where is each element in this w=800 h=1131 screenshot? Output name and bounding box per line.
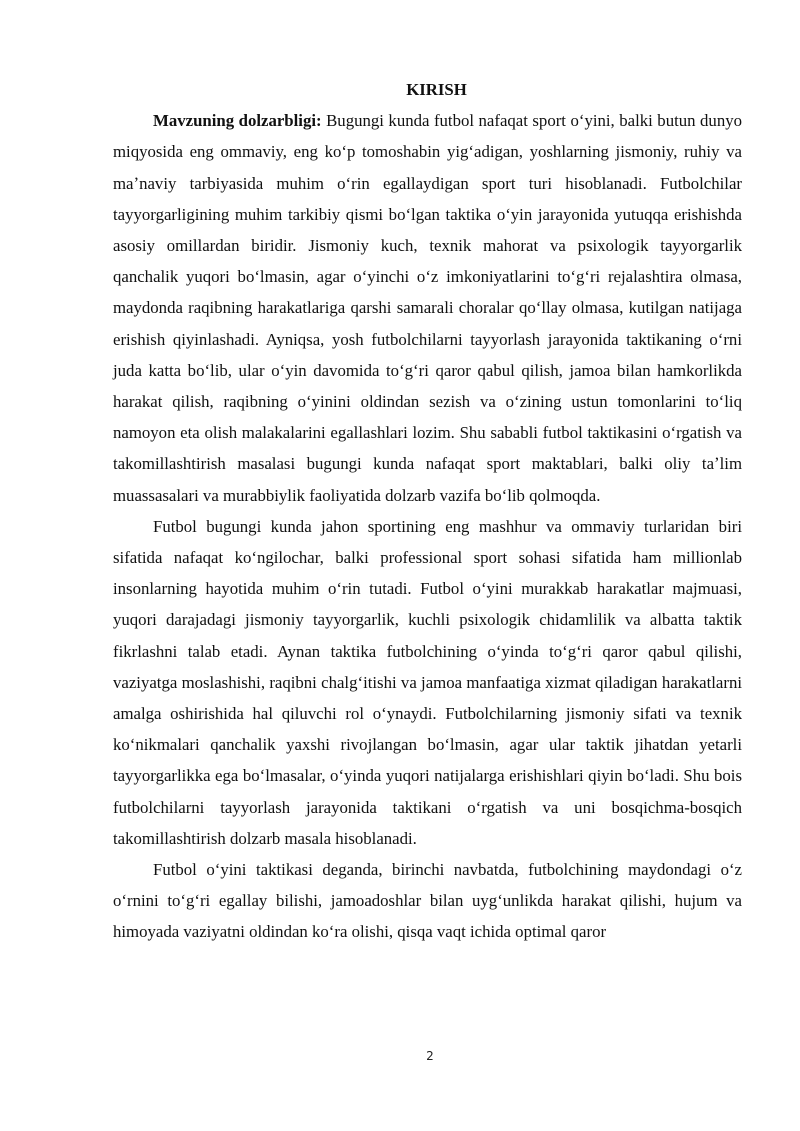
- paragraph-football-overview: [113, 511, 742, 854]
- document-body: [113, 74, 742, 948]
- paragraph-text: Futbol bugungi kunda jahon sportining eng mashhur va ommaviy turlaridan biri sifatida nafaqat koʻngilochar, balki professional sport sohasi sifatida ham millionlab insonlarning hayotida muhim oʻrin tutadi. Futbol oʻyini murakkab harakatlar majmuasi, yuqori darajadagi jismoniy tayyorgarlik, kuchli psixologik chidamlilik va albatta taktik fikrlashni talab etadi. Aynan taktika futbolchining oʻyinda toʻgʻri qaror qabul qilishi, vaziyatga moslashishi, raqibni chalgʻitishi va jamoa manfaatiga xizmat qiladigan harakatlarni amalga oshirishida hal qiluvchi rol oʻynaydi. Futbolchilarning jismoniy sifati va texnik koʻnikmalari qanchalik yaxshi rivojlangan boʻlmasin, agar ular taktik jihatdan yetarli tayyorgarlikka ega boʻlmasalar, oʻyinda yuqori natijalarga erishishlari qiyin boʻladi. Shu bois futbolchilarni tayyorlash jarayonida taktikani oʻrgatish va uni bosqichma-bosqich takomillashtirish dolzarb masala hisoblanadi.: [113, 516, 742, 848]
- section-heading: KIRISH: [406, 80, 467, 99]
- paragraph-relevance: [113, 105, 742, 511]
- paragraph-text: Bugungi kunda futbol nafaqat sport oʻyini, balki butun dunyo miqyosida eng ommaviy, eng koʻp tomoshabin yigʻadigan, yoshlarning jismoniy, ruhiy va maʼnaviy tarbiyasida muhim oʻrin egallaydigan sport turi hisoblanadi. Futbolchilar tayyorgarligining muhim tarkibiy qismi boʻlgan taktika oʻyin jarayonida yutuqqa erishishda asosiy omillardan biridir. Jismoniy kuch, texnik mahorat va psixologik tayyorgarlik qanchalik yuqori boʻlmasin, agar oʻyinchi oʻz imkoniyatlarini toʻgʻri rejalashtira olmasa, maydonda raqibning harakatlariga qarshi samarali choralar qoʻllay olmasa, kutilgan natijaga erishish qiyinlashadi. Ayniqsa, yosh futbolchilarni tayyorlash jarayonida taktikaning oʻrni juda katta boʻlib, ular oʻyin davomida toʻgʻri qaror qabul qilish, jamoa bilan hamkorlikda harakat qilish, raqibning oʻyinini oldindan sezish va oʻzining ustun tomonlarini toʻliq namoyon eta olish malakalarini egallashlari lozim. Shu sababli futbol taktikasini oʻrgatish va takomillashtirish masalasi bugungi kunda nafaqat sport maktablari, balki oliy taʼlim muassasalari va murabbiylik faoliyatida dolzarb vazifa boʻlib qolmoqda.: [113, 111, 742, 505]
- paragraph-lead: Mavzuning dolzarbligi:: [153, 111, 322, 131]
- page-number: 2: [426, 1049, 434, 1063]
- paragraph-tactics-definition: [113, 854, 742, 948]
- paragraph-text: Futbol oʻyini taktikasi deganda, birinchi navbatda, futbolchining maydondagi oʻz oʻrnini toʻgʻri egallay bilishi, jamoadoshlar bilan uygʻunlikda harakat qilishi, hujum va himoyada vaziyatni oldindan koʻra olishi, qisqa vaqt ichida optimal qaror: [113, 860, 742, 942]
